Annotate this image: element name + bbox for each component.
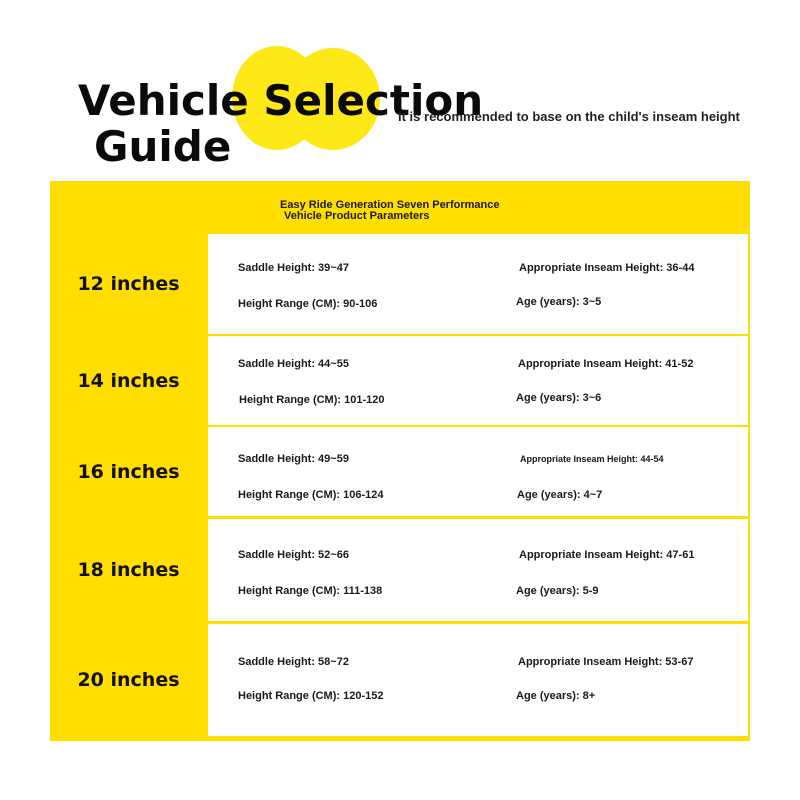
size-label: 18 inches: [77, 559, 180, 581]
size-spec-box: [208, 624, 748, 736]
size-row-14: [50, 336, 750, 425]
age-range: Age (years): 3~6: [516, 392, 602, 404]
size-spec-box: [208, 336, 748, 425]
height-range: Height Range (CM): 120-152: [238, 690, 384, 702]
page-title-line1: Vehicle Selection: [78, 76, 484, 125]
panel-header: [50, 181, 750, 231]
height-range: Height Range (CM): 111-138: [238, 585, 383, 597]
height-range: Height Range (CM): 90-106: [238, 298, 378, 310]
size-label: 12 inches: [77, 273, 180, 295]
inseam-height: Appropriate Inseam Height: 41-52: [518, 358, 694, 370]
saddle-height: Saddle Height: 39~47: [238, 262, 349, 274]
saddle-height: Saddle Height: 49~59: [238, 453, 349, 465]
inseam-height: Appropriate Inseam Height: 53-67: [518, 656, 694, 668]
size-label: 14 inches: [77, 369, 180, 392]
panel-header-title-line1: Easy Ride Generation Seven Performance: [280, 199, 500, 211]
size-spec-box: [208, 427, 748, 516]
inseam-height: Appropriate Inseam Height: 36-44: [519, 262, 695, 274]
size-spec-box: [208, 234, 748, 334]
panel-header-title-line2: Vehicle Product Parameters: [284, 210, 430, 222]
size-spec-box: [208, 519, 748, 621]
size-row-12: [50, 234, 750, 334]
height-range: Height Range (CM): 106-124: [238, 489, 384, 501]
page-subtitle: It is recommended to base on the child's inseam height: [398, 109, 740, 124]
parameters-panel: [50, 181, 750, 741]
saddle-height: Saddle Height: 44~55: [238, 358, 349, 370]
panel-header-title: [280, 200, 499, 222]
age-range: Age (years): 3~5: [516, 296, 602, 308]
inseam-height: Appropriate Inseam Height: 44-54: [520, 454, 664, 464]
size-row-18: [50, 519, 750, 621]
size-label: 16 inches: [77, 460, 180, 483]
saddle-height: Saddle Height: 58~72: [238, 656, 349, 668]
age-range: Age (years): 5-9: [516, 585, 599, 597]
page-title: [78, 78, 483, 170]
size-row-16: [50, 427, 750, 516]
size-row-20: [50, 624, 750, 736]
inseam-height: Appropriate Inseam Height: 47-61: [519, 549, 695, 561]
page-title-line2: Guide: [94, 122, 232, 171]
age-range: Age (years): 4~7: [517, 489, 603, 501]
age-range: Age (years): 8+: [516, 690, 596, 702]
saddle-height: Saddle Height: 52~66: [238, 549, 349, 561]
height-range: Height Range (CM): 101-120: [239, 394, 385, 406]
size-label: 20 inches: [77, 669, 180, 691]
